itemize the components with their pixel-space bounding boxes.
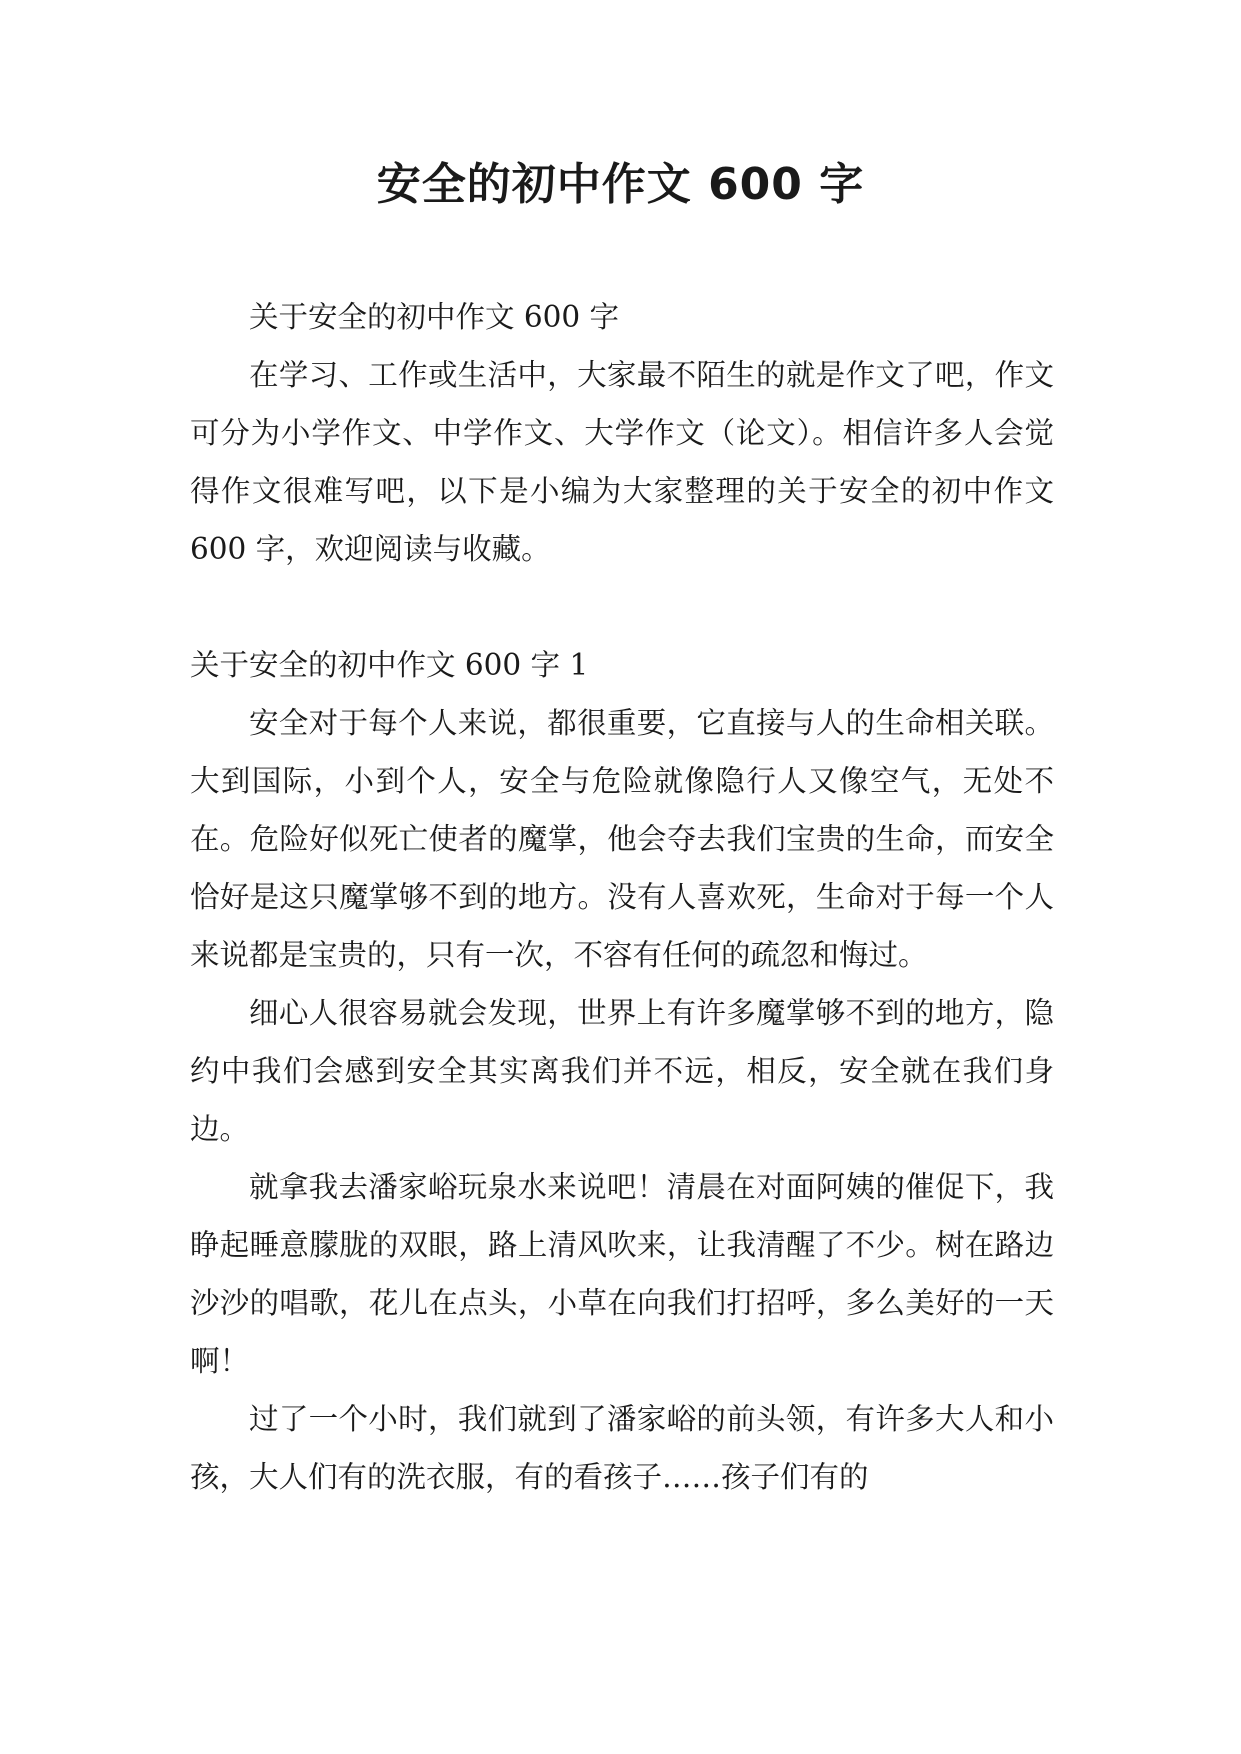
section-heading: 关于安全的初中作文 600 字 1 <box>190 648 589 682</box>
body-paragraph-4: 过了一个小时，我们就到了潘家峪的前头领，有许多大人和小孩，大人们有的洗衣服，有的看孩子……孩子们有的 <box>190 1402 1054 1494</box>
body-paragraph-1: 安全对于每个人来说，都很重要，它直接与人的生命相关联。大到国际，小到个人，安全与危险就像隐行人又像空气，无处不在。危险好似死亡使者的魔掌，他会夺去我们宝贵的生命，而安全恰好是这只魔掌够不到的地方。没有人喜欢死，生命对于每一个人来说都是宝贵的，只有一次，不容有任何的疏忽和悔过。 <box>190 706 1054 972</box>
intro-subtitle: 关于安全的初中作文 600 字 <box>249 300 620 334</box>
intro-paragraph: 在学习、工作或生活中，大家最不陌生的就是作文了吧，作文可分为小学作文、中学作文、大学作文（论文）。相信许多人会觉得作文很难写吧，以下是小编为大家整理的关于安全的初中作文 600 字，欢迎阅读与收藏。 <box>190 358 1054 566</box>
body-paragraph-2: 细心人很容易就会发现，世界上有许多魔掌够不到的地方，隐约中我们会感到安全其实离我们并不远，相反，安全就在我们身边。 <box>190 996 1054 1146</box>
document-title: 安全的初中作文 600 字 <box>376 159 865 210</box>
document-body <box>190 288 1054 1506</box>
body-paragraph-3: 就拿我去潘家峪玩泉水来说吧！清晨在对面阿姨的催促下，我睁起睡意朦胧的双眼，路上清风吹来，让我清醒了不少。树在路边沙沙的唱歌，花儿在点头，小草在向我们打招呼，多么美好的一天啊！ <box>190 1170 1054 1378</box>
